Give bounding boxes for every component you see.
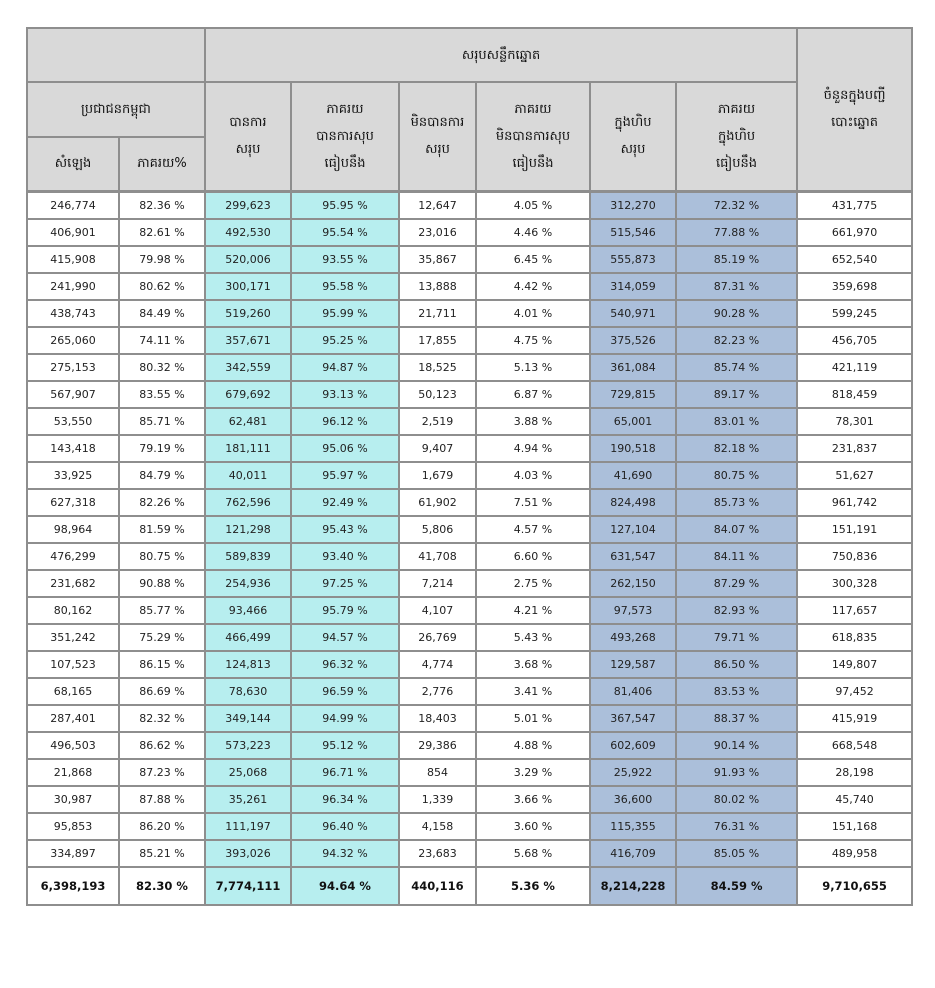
- cell-valid-total: 573,223: [205, 732, 291, 759]
- table-row: [27, 435, 912, 462]
- cell-valid-total: 299,623: [205, 191, 291, 219]
- cell-votes: 496,503: [27, 732, 119, 759]
- cell-votes: 231,682: [27, 570, 119, 597]
- cell-invalid-total: 23,683: [399, 840, 476, 867]
- header-box-line1: ក្នុងហិប: [614, 115, 652, 131]
- cell-votes-pct: 74.11 %: [119, 327, 205, 354]
- cell-votes-pct: 86.69 %: [119, 678, 205, 705]
- table-row: [27, 840, 912, 867]
- cell-votes: 287,401: [27, 705, 119, 732]
- header-valid-pct-line1: ភាគរយ: [326, 101, 364, 117]
- table-row: [27, 651, 912, 678]
- cell-invalid-total: 12,647: [399, 191, 476, 219]
- cell-invalid-total: 26,769: [399, 624, 476, 651]
- cell-valid-total: 342,559: [205, 354, 291, 381]
- cell-box-total: 824,498: [590, 489, 676, 516]
- cell-registered: 489,958: [797, 840, 912, 867]
- cell-invalid-total: 18,525: [399, 354, 476, 381]
- cell-invalid-total: 61,902: [399, 489, 476, 516]
- cell-votes: 21,868: [27, 759, 119, 786]
- table-row: [27, 273, 912, 300]
- cell-valid-total: 111,197: [205, 813, 291, 840]
- cell-votes: 415,908: [27, 246, 119, 273]
- table-row: [27, 759, 912, 786]
- cell-votes: 246,774: [27, 191, 119, 219]
- cell-valid-total: 589,839: [205, 543, 291, 570]
- cell-valid-pct: 95.79 %: [291, 597, 399, 624]
- total-votes: 6,398,193: [27, 867, 119, 905]
- cell-invalid-total: 4,774: [399, 651, 476, 678]
- cell-valid-pct: 96.59 %: [291, 678, 399, 705]
- cell-valid-pct: 94.87 %: [291, 354, 399, 381]
- cell-votes-pct: 80.32 %: [119, 354, 205, 381]
- header-invalid-pct: [476, 82, 590, 191]
- cell-invalid-pct: 6.87 %: [476, 381, 590, 408]
- cell-votes: 98,964: [27, 516, 119, 543]
- table-row: [27, 489, 912, 516]
- cell-valid-total: 762,596: [205, 489, 291, 516]
- cell-invalid-total: 2,776: [399, 678, 476, 705]
- header-valid-pct-line2: បានការសុប: [316, 128, 374, 144]
- cell-registered: 818,459: [797, 381, 912, 408]
- cell-invalid-total: 13,888: [399, 273, 476, 300]
- cell-votes: 107,523: [27, 651, 119, 678]
- cell-box-pct: 85.73 %: [676, 489, 797, 516]
- cell-box-pct: 79.71 %: [676, 624, 797, 651]
- header-invalid-line1: មិនបានការ: [410, 115, 465, 131]
- header-invalid-pct-line3: ធៀបនឹង: [512, 155, 554, 171]
- cell-registered: 668,548: [797, 732, 912, 759]
- cell-valid-total: 25,068: [205, 759, 291, 786]
- table-row: [27, 191, 912, 219]
- cell-votes-pct: 87.23 %: [119, 759, 205, 786]
- cell-votes: 68,165: [27, 678, 119, 705]
- cell-registered: 97,452: [797, 678, 912, 705]
- cell-registered: 431,775: [797, 191, 912, 219]
- header-valid-pct: [291, 82, 399, 191]
- header-invalid-pct-line2: មិនបានការសុប: [495, 128, 571, 144]
- cell-valid-total: 62,481: [205, 408, 291, 435]
- cell-valid-pct: 96.40 %: [291, 813, 399, 840]
- cell-registered: 421,119: [797, 354, 912, 381]
- cell-votes-pct: 75.29 %: [119, 624, 205, 651]
- table-row: [27, 246, 912, 273]
- cell-votes: 265,060: [27, 327, 119, 354]
- cell-valid-pct: 92.49 %: [291, 489, 399, 516]
- cell-valid-pct: 95.99 %: [291, 300, 399, 327]
- cell-votes-pct: 82.36 %: [119, 191, 205, 219]
- header-registered-voters: [797, 28, 912, 191]
- cell-registered: 51,627: [797, 462, 912, 489]
- cell-valid-pct: 94.57 %: [291, 624, 399, 651]
- cell-box-total: 540,971: [590, 300, 676, 327]
- table-row: [27, 813, 912, 840]
- cell-invalid-pct: 4.01 %: [476, 300, 590, 327]
- cell-box-pct: 85.05 %: [676, 840, 797, 867]
- table-header: [27, 28, 912, 191]
- cell-registered: 652,540: [797, 246, 912, 273]
- cell-votes: 334,897: [27, 840, 119, 867]
- header-box-line2: សរុប: [620, 142, 646, 158]
- table-row: [27, 705, 912, 732]
- cell-votes-pct: 85.71 %: [119, 408, 205, 435]
- cell-registered: 117,657: [797, 597, 912, 624]
- cell-registered: 28,198: [797, 759, 912, 786]
- cell-box-pct: 89.17 %: [676, 381, 797, 408]
- cell-box-pct: 76.31 %: [676, 813, 797, 840]
- cell-box-total: 312,270: [590, 191, 676, 219]
- cell-invalid-total: 17,855: [399, 327, 476, 354]
- cell-box-total: 115,355: [590, 813, 676, 840]
- cell-box-total: 555,873: [590, 246, 676, 273]
- cell-votes: 80,162: [27, 597, 119, 624]
- cell-box-total: 262,150: [590, 570, 676, 597]
- cell-votes-pct: 79.19 %: [119, 435, 205, 462]
- cell-valid-pct: 96.12 %: [291, 408, 399, 435]
- cell-invalid-total: 2,519: [399, 408, 476, 435]
- cell-box-total: 729,815: [590, 381, 676, 408]
- cell-registered: 149,807: [797, 651, 912, 678]
- cell-box-pct: 84.07 %: [676, 516, 797, 543]
- cell-box-pct: 83.53 %: [676, 678, 797, 705]
- cell-valid-pct: 95.12 %: [291, 732, 399, 759]
- table-row: [27, 570, 912, 597]
- cell-invalid-total: 5,806: [399, 516, 476, 543]
- cell-valid-pct: 96.34 %: [291, 786, 399, 813]
- cell-invalid-total: 41,708: [399, 543, 476, 570]
- cell-valid-total: 492,530: [205, 219, 291, 246]
- cell-box-total: 631,547: [590, 543, 676, 570]
- cell-invalid-total: 9,407: [399, 435, 476, 462]
- table-body: [27, 191, 912, 905]
- total-row: [27, 867, 912, 905]
- cell-votes-pct: 84.49 %: [119, 300, 205, 327]
- cell-votes: 33,925: [27, 462, 119, 489]
- cell-valid-pct: 96.32 %: [291, 651, 399, 678]
- header-population: ប្រជាជនកម្ពុជា: [27, 82, 205, 137]
- header-ballot-box-pct: [676, 82, 797, 191]
- cell-invalid-pct: 2.75 %: [476, 570, 590, 597]
- cell-invalid-total: 21,711: [399, 300, 476, 327]
- cell-valid-pct: 93.55 %: [291, 246, 399, 273]
- cell-invalid-pct: 3.66 %: [476, 786, 590, 813]
- table-row: [27, 381, 912, 408]
- cell-box-pct: 83.01 %: [676, 408, 797, 435]
- cell-valid-pct: 95.97 %: [291, 462, 399, 489]
- cell-valid-pct: 95.95 %: [291, 191, 399, 219]
- header-pct: ភាគរយ%: [119, 137, 205, 191]
- header-ballot-box-total: [590, 82, 676, 191]
- cell-registered: 456,705: [797, 327, 912, 354]
- cell-valid-total: 93,466: [205, 597, 291, 624]
- cell-votes-pct: 83.55 %: [119, 381, 205, 408]
- header-registered-line1: ចំនួនក្នុងបញ្ជី: [823, 88, 886, 104]
- table-row: [27, 678, 912, 705]
- cell-valid-pct: 95.06 %: [291, 435, 399, 462]
- header-invalid-pct-line1: ភាគរយ: [514, 101, 552, 117]
- header-empty-cell: [27, 28, 205, 82]
- cell-box-total: 361,084: [590, 354, 676, 381]
- cell-box-pct: 80.75 %: [676, 462, 797, 489]
- cell-votes: 275,153: [27, 354, 119, 381]
- table-row: [27, 408, 912, 435]
- header-invalid-line2: សរុប: [425, 142, 450, 158]
- cell-invalid-pct: 4.21 %: [476, 597, 590, 624]
- cell-registered: 618,835: [797, 624, 912, 651]
- header-box-pct-line3: ធៀបនឹង: [716, 155, 758, 171]
- cell-box-pct: 90.14 %: [676, 732, 797, 759]
- cell-votes: 241,990: [27, 273, 119, 300]
- total-box-pct: 84.59 %: [676, 867, 797, 905]
- cell-valid-total: 40,011: [205, 462, 291, 489]
- table-row: [27, 462, 912, 489]
- cell-invalid-pct: 5.43 %: [476, 624, 590, 651]
- header-valid-line2: សរុប: [235, 142, 261, 158]
- table-row: [27, 219, 912, 246]
- cell-invalid-pct: 3.88 %: [476, 408, 590, 435]
- cell-valid-pct: 96.71 %: [291, 759, 399, 786]
- cell-invalid-pct: 3.60 %: [476, 813, 590, 840]
- total-valid-total: 7,774,111: [205, 867, 291, 905]
- cell-invalid-pct: 4.88 %: [476, 732, 590, 759]
- cell-box-pct: 80.02 %: [676, 786, 797, 813]
- cell-box-pct: 82.23 %: [676, 327, 797, 354]
- cell-box-pct: 72.32 %: [676, 191, 797, 219]
- cell-box-pct: 84.11 %: [676, 543, 797, 570]
- cell-box-total: 602,609: [590, 732, 676, 759]
- cell-invalid-total: 35,867: [399, 246, 476, 273]
- cell-votes-pct: 85.77 %: [119, 597, 205, 624]
- cell-box-total: 129,587: [590, 651, 676, 678]
- header-box-pct-line2: ក្នុងហិប: [717, 128, 756, 144]
- cell-box-pct: 87.31 %: [676, 273, 797, 300]
- cell-box-total: 367,547: [590, 705, 676, 732]
- cell-valid-pct: 95.25 %: [291, 327, 399, 354]
- cell-invalid-pct: 3.41 %: [476, 678, 590, 705]
- cell-valid-pct: 97.25 %: [291, 570, 399, 597]
- cell-box-total: 97,573: [590, 597, 676, 624]
- cell-valid-total: 393,026: [205, 840, 291, 867]
- cell-box-total: 65,001: [590, 408, 676, 435]
- cell-votes-pct: 82.32 %: [119, 705, 205, 732]
- total-box-total: 8,214,228: [590, 867, 676, 905]
- cell-invalid-pct: 3.29 %: [476, 759, 590, 786]
- cell-registered: 231,837: [797, 435, 912, 462]
- header-ballots-total: សរុបសន្លឹកឆ្នោត: [205, 28, 797, 82]
- election-results-table: [26, 27, 913, 906]
- cell-invalid-pct: 5.01 %: [476, 705, 590, 732]
- cell-box-pct: 87.29 %: [676, 570, 797, 597]
- cell-votes-pct: 86.15 %: [119, 651, 205, 678]
- table-row: [27, 786, 912, 813]
- cell-invalid-total: 854: [399, 759, 476, 786]
- cell-registered: 78,301: [797, 408, 912, 435]
- cell-box-total: 190,518: [590, 435, 676, 462]
- cell-box-pct: 85.19 %: [676, 246, 797, 273]
- cell-valid-total: 254,936: [205, 570, 291, 597]
- cell-box-pct: 82.18 %: [676, 435, 797, 462]
- cell-invalid-pct: 3.68 %: [476, 651, 590, 678]
- cell-votes: 406,901: [27, 219, 119, 246]
- cell-registered: 750,836: [797, 543, 912, 570]
- cell-registered: 151,168: [797, 813, 912, 840]
- cell-box-pct: 88.37 %: [676, 705, 797, 732]
- cell-invalid-pct: 4.42 %: [476, 273, 590, 300]
- cell-invalid-total: 29,386: [399, 732, 476, 759]
- total-registered: 9,710,655: [797, 867, 912, 905]
- cell-votes: 476,299: [27, 543, 119, 570]
- cell-registered: 661,970: [797, 219, 912, 246]
- table-row: [27, 624, 912, 651]
- table-row: [27, 354, 912, 381]
- cell-invalid-pct: 4.46 %: [476, 219, 590, 246]
- cell-valid-pct: 94.32 %: [291, 840, 399, 867]
- cell-valid-pct: 95.54 %: [291, 219, 399, 246]
- cell-votes: 53,550: [27, 408, 119, 435]
- cell-box-total: 375,526: [590, 327, 676, 354]
- header-box-pct-line1: ភាគរយ: [717, 101, 756, 117]
- cell-votes: 567,907: [27, 381, 119, 408]
- cell-box-total: 493,268: [590, 624, 676, 651]
- header-valid-total: [205, 82, 291, 191]
- cell-votes-pct: 80.62 %: [119, 273, 205, 300]
- cell-invalid-total: 1,679: [399, 462, 476, 489]
- cell-registered: 45,740: [797, 786, 912, 813]
- total-invalid-pct: 5.36 %: [476, 867, 590, 905]
- cell-votes-pct: 84.79 %: [119, 462, 205, 489]
- cell-invalid-pct: 4.57 %: [476, 516, 590, 543]
- cell-box-total: 41,690: [590, 462, 676, 489]
- cell-box-pct: 86.50 %: [676, 651, 797, 678]
- cell-valid-total: 519,260: [205, 300, 291, 327]
- cell-valid-total: 78,630: [205, 678, 291, 705]
- table-row: [27, 327, 912, 354]
- header-registered-line2: បោះឆ្នោត: [831, 115, 879, 131]
- cell-invalid-total: 1,339: [399, 786, 476, 813]
- cell-box-pct: 77.88 %: [676, 219, 797, 246]
- cell-box-total: 25,922: [590, 759, 676, 786]
- cell-votes-pct: 87.88 %: [119, 786, 205, 813]
- cell-valid-total: 466,499: [205, 624, 291, 651]
- cell-invalid-pct: 4.94 %: [476, 435, 590, 462]
- cell-votes-pct: 86.20 %: [119, 813, 205, 840]
- cell-votes-pct: 82.26 %: [119, 489, 205, 516]
- cell-votes-pct: 85.21 %: [119, 840, 205, 867]
- cell-valid-pct: 93.13 %: [291, 381, 399, 408]
- cell-valid-total: 349,144: [205, 705, 291, 732]
- cell-registered: 151,191: [797, 516, 912, 543]
- total-valid-pct: 94.64 %: [291, 867, 399, 905]
- cell-valid-pct: 94.99 %: [291, 705, 399, 732]
- cell-valid-total: 121,298: [205, 516, 291, 543]
- cell-votes: 30,987: [27, 786, 119, 813]
- cell-votes: 438,743: [27, 300, 119, 327]
- cell-invalid-pct: 7.51 %: [476, 489, 590, 516]
- cell-box-pct: 91.93 %: [676, 759, 797, 786]
- cell-box-pct: 90.28 %: [676, 300, 797, 327]
- cell-box-total: 36,600: [590, 786, 676, 813]
- cell-valid-pct: 93.40 %: [291, 543, 399, 570]
- total-invalid-total: 440,116: [399, 867, 476, 905]
- cell-invalid-total: 23,016: [399, 219, 476, 246]
- table-row: [27, 543, 912, 570]
- cell-invalid-pct: 4.75 %: [476, 327, 590, 354]
- header-valid-line1: បានការ: [229, 115, 267, 131]
- header-invalid-total: [399, 82, 476, 191]
- cell-valid-pct: 95.43 %: [291, 516, 399, 543]
- cell-valid-total: 35,261: [205, 786, 291, 813]
- cell-votes: 143,418: [27, 435, 119, 462]
- cell-valid-total: 357,671: [205, 327, 291, 354]
- results-table-container: [26, 27, 913, 906]
- cell-votes: 351,242: [27, 624, 119, 651]
- cell-registered: 599,245: [797, 300, 912, 327]
- table-row: [27, 300, 912, 327]
- table-row: [27, 597, 912, 624]
- cell-valid-total: 679,692: [205, 381, 291, 408]
- cell-votes-pct: 80.75 %: [119, 543, 205, 570]
- cell-invalid-pct: 4.03 %: [476, 462, 590, 489]
- cell-valid-total: 181,111: [205, 435, 291, 462]
- cell-invalid-pct: 5.68 %: [476, 840, 590, 867]
- cell-valid-total: 520,006: [205, 246, 291, 273]
- cell-invalid-total: 4,107: [399, 597, 476, 624]
- cell-invalid-total: 7,214: [399, 570, 476, 597]
- cell-invalid-total: 18,403: [399, 705, 476, 732]
- total-votes-pct: 82.30 %: [119, 867, 205, 905]
- table-row: [27, 732, 912, 759]
- cell-votes: 95,853: [27, 813, 119, 840]
- cell-invalid-total: 50,123: [399, 381, 476, 408]
- cell-box-pct: 82.93 %: [676, 597, 797, 624]
- cell-registered: 300,328: [797, 570, 912, 597]
- cell-registered: 961,742: [797, 489, 912, 516]
- cell-registered: 415,919: [797, 705, 912, 732]
- cell-invalid-pct: 6.60 %: [476, 543, 590, 570]
- header-votes: សំឡេង: [27, 137, 119, 191]
- cell-valid-pct: 95.58 %: [291, 273, 399, 300]
- header-valid-pct-line3: ធៀបនឹង: [324, 155, 366, 171]
- cell-valid-total: 124,813: [205, 651, 291, 678]
- table-row: [27, 516, 912, 543]
- cell-votes-pct: 86.62 %: [119, 732, 205, 759]
- cell-invalid-pct: 4.05 %: [476, 191, 590, 219]
- cell-box-total: 81,406: [590, 678, 676, 705]
- cell-box-total: 515,546: [590, 219, 676, 246]
- cell-invalid-pct: 6.45 %: [476, 246, 590, 273]
- cell-box-pct: 85.74 %: [676, 354, 797, 381]
- cell-votes-pct: 79.98 %: [119, 246, 205, 273]
- cell-votes-pct: 90.88 %: [119, 570, 205, 597]
- cell-registered: 359,698: [797, 273, 912, 300]
- cell-invalid-total: 4,158: [399, 813, 476, 840]
- cell-votes: 627,318: [27, 489, 119, 516]
- cell-votes-pct: 81.59 %: [119, 516, 205, 543]
- cell-box-total: 127,104: [590, 516, 676, 543]
- cell-valid-total: 300,171: [205, 273, 291, 300]
- cell-box-total: 416,709: [590, 840, 676, 867]
- cell-box-total: 314,059: [590, 273, 676, 300]
- cell-invalid-pct: 5.13 %: [476, 354, 590, 381]
- cell-votes-pct: 82.61 %: [119, 219, 205, 246]
